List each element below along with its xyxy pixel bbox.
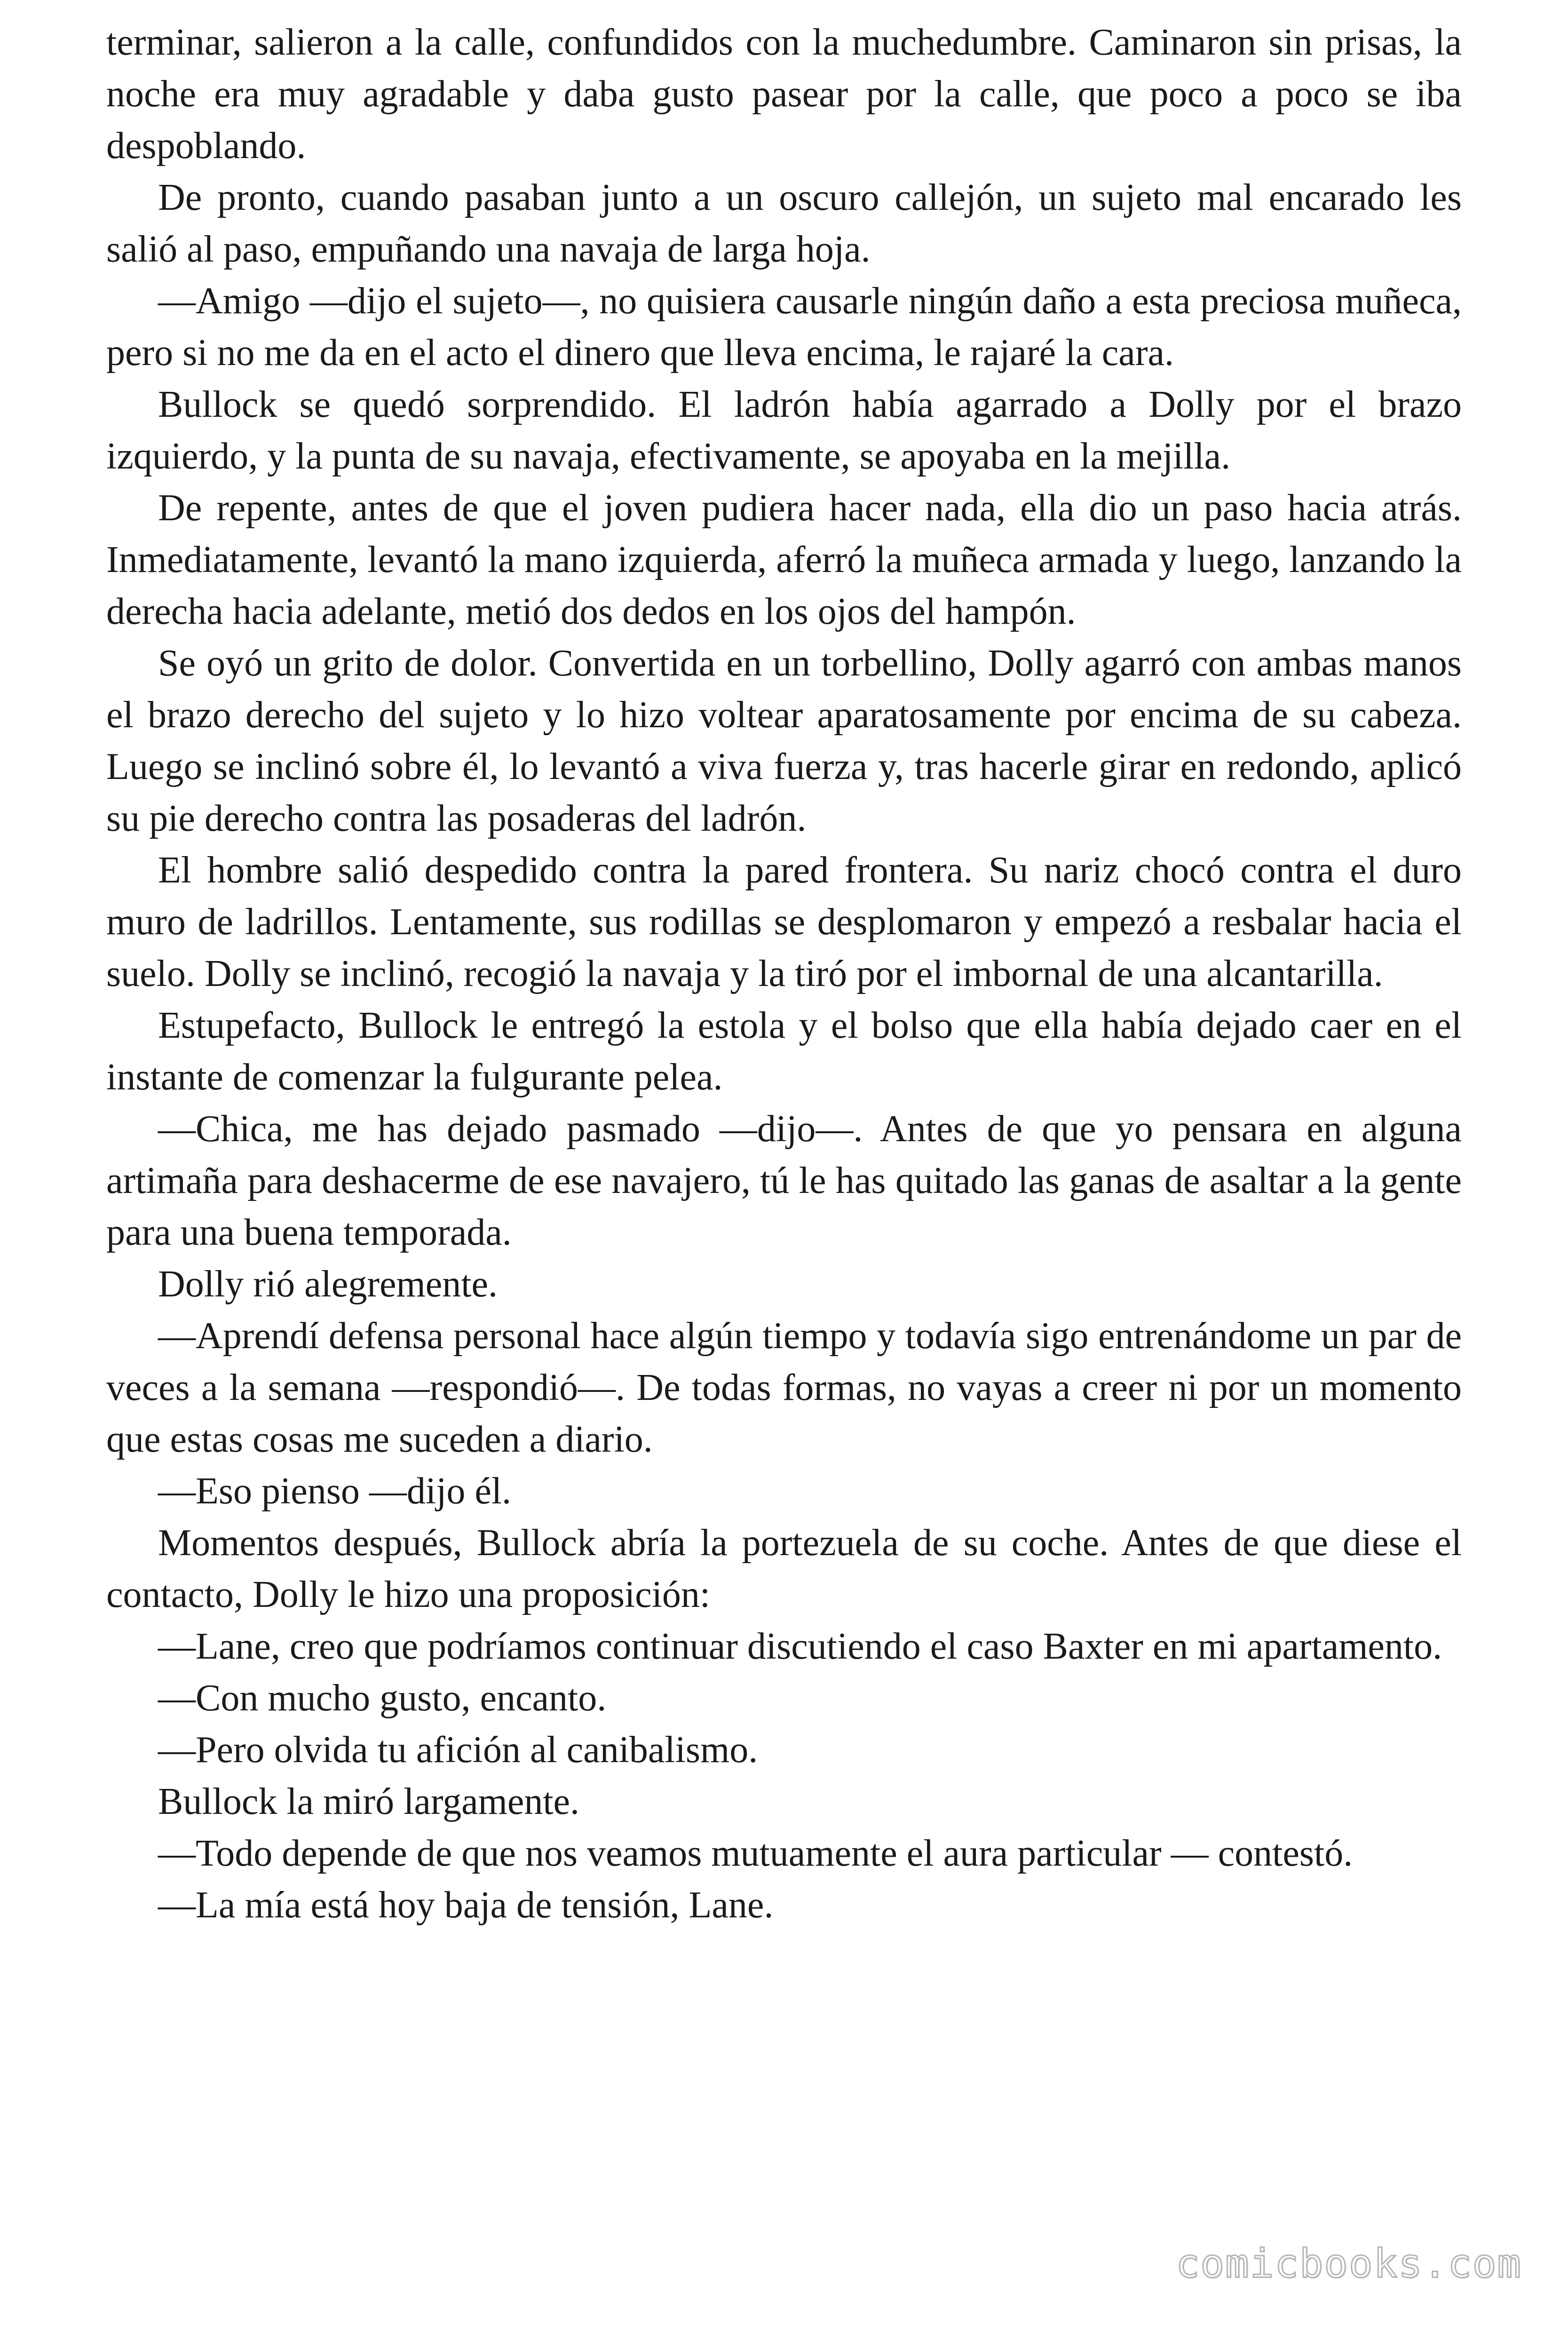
paragraph: —Lane, creo que podríamos continuar discutiendo el caso Baxter en mi apartamento. <box>158 1626 1442 1667</box>
paragraph: —La mía está hoy baja de tensión, Lane. <box>158 1884 774 1926</box>
paragraph: —Aprendí defensa personal hace algún tiempo y todavía sigo entrenándome un par de veces a la semana —respondió—. De todas formas, no vayas a creer ni por un momento que estas cosas me suceden a diario. <box>106 1315 1462 1460</box>
paragraph: —Chica, me has dejado pasmado —dijo—. Antes de que yo pensara en alguna artimaña para deshacerme de ese navajero, tú le has quitado las ganas de asaltar a la gente para una buena temporada. <box>106 1108 1462 1253</box>
paragraph: Bullock se quedó sorprendido. El ladrón había agarrado a Dolly por el brazo izquierdo, y la punta de su navaja, efectivamente, se apoyaba en la mejilla. <box>106 384 1462 477</box>
paragraph: —Todo depende de que nos veamos mutuamente el aura particular — contestó. <box>158 1833 1353 1874</box>
paragraph: —Pero olvida tu afición al canibalismo. <box>158 1729 758 1771</box>
body-text <box>106 16 1462 1931</box>
paragraph: Se oyó un grito de dolor. Convertida en un torbellino, Dolly agarró con ambas manos el brazo derecho del sujeto y lo hizo voltear aparatosamente por encima de su cabeza. Luego se inclinó sobre él, lo levantó a viva fuerza y, tras hacerle girar en redondo, aplicó su pie derecho contra las posaderas del ladrón. <box>106 643 1462 839</box>
paragraph: De pronto, cuando pasaban junto a un oscuro callejón, un sujeto mal encarado les salió al paso, empuñando una navaja de larga hoja. <box>106 177 1462 270</box>
paragraph: El hombre salió despedido contra la pared frontera. Su nariz chocó contra el duro muro de ladrillos. Lentamente, sus rodillas se desplomaron y empezó a resbalar hacia el suelo. Dolly se inclinó, recogió la navaja y la tiró por el imbornal de una alcantarilla. <box>106 850 1462 994</box>
paragraph: Estupefacto, Bullock le entregó la estola y el bolso que ella había dejado caer en el instante de comenzar la fulgurante pelea. <box>106 1005 1462 1098</box>
paragraph: De repente, antes de que el joven pudiera hacer nada, ella dio un paso hacia atrás. Inmediatamente, levantó la mano izquierda, aferró la muñeca armada y luego, lanzando la derecha hacia adelante, metió dos dedos en los ojos del hampón. <box>106 487 1462 632</box>
paragraph: —Con mucho gusto, encanto. <box>158 1677 607 1719</box>
watermark: comicbooks.com <box>1175 2241 1522 2287</box>
paragraph: Momentos después, Bullock abría la portezuela de su coche. Antes de que diese el contacto, Dolly le hizo una proposición: <box>106 1522 1462 1615</box>
paragraph: Bullock la miró largamente. <box>158 1781 580 1822</box>
paragraph: Dolly rió alegremente. <box>158 1263 498 1305</box>
paragraph: —Eso pienso —dijo él. <box>158 1470 512 1512</box>
paragraph: —Amigo —dijo el sujeto—, no quisiera causarle ningún daño a esta preciosa muñeca, pero si no me da en el acto el dinero que lleva encima, le rajaré la cara. <box>106 280 1462 373</box>
paragraph: terminar, salieron a la calle, confundidos con la muchedumbre. Caminaron sin prisas, la noche era muy agradable y daba gusto pasear por la calle, que poco a poco se iba despoblando. <box>106 22 1462 167</box>
